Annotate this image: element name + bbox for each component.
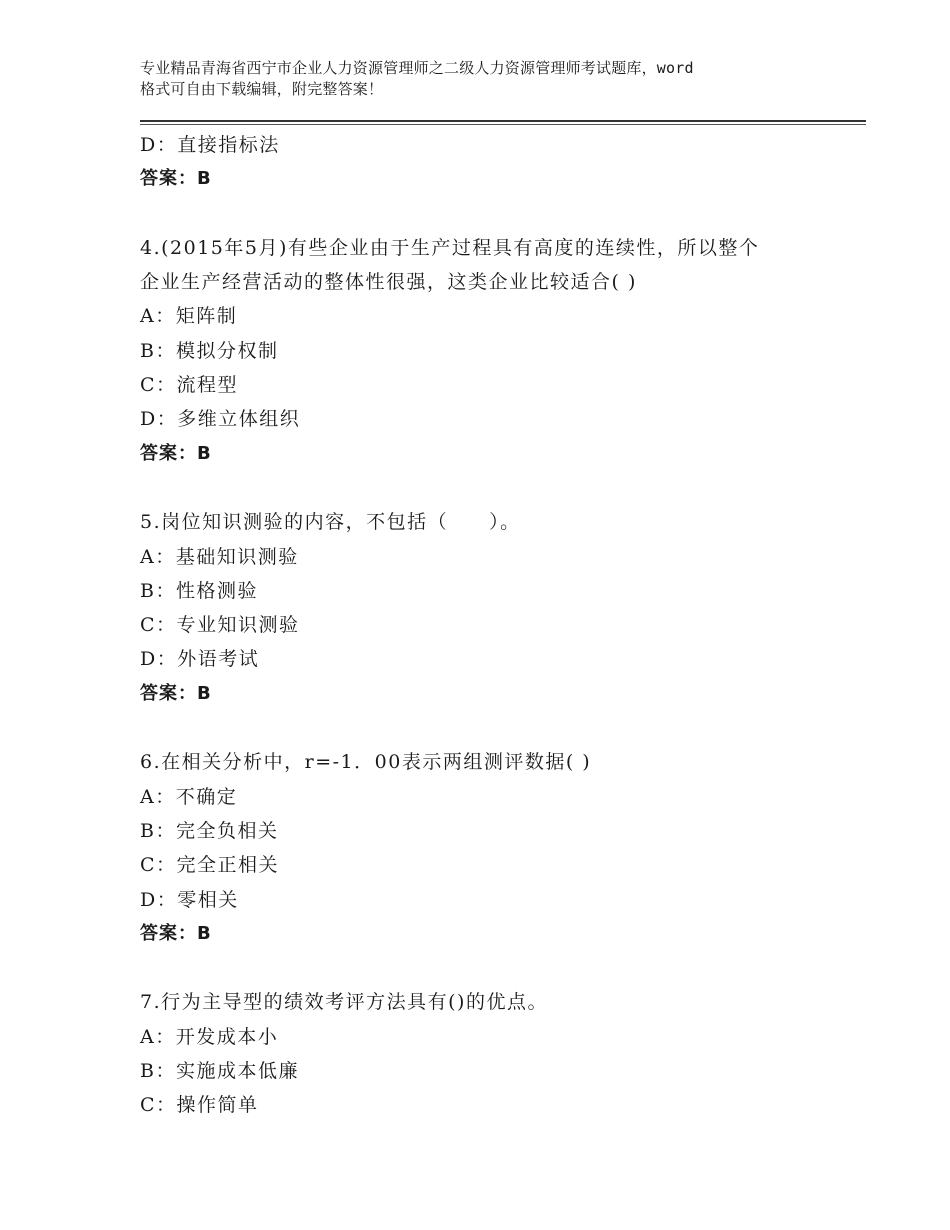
q3-option-d: D：直接指标法	[140, 134, 280, 156]
q5-option-d: D：外语考试	[140, 648, 260, 671]
q4-answer: 答案：B	[140, 442, 212, 464]
spacer	[140, 471, 840, 505]
header-divider-thick	[140, 120, 866, 122]
question-4	[140, 231, 840, 471]
header-divider-thin	[140, 124, 866, 125]
header-title-line-2: 格式可自由下载编辑，附完整答案！	[140, 80, 384, 98]
q4-option-b: B：模拟分权制	[140, 339, 279, 362]
q4-option-c: C：流程型	[140, 374, 239, 397]
header-title-line-1: 专业精品青海省西宁市企业人力资源管理师之二级人力资源管理师考试题库，word	[140, 59, 694, 77]
q4-stem-line-2: 企业生产经营活动的整体性很强，这类企业比较适合( )	[140, 271, 637, 294]
document-header	[140, 58, 840, 100]
spacer	[140, 197, 840, 231]
q6-answer: 答案：B	[140, 922, 212, 944]
q5-answer: 答案：B	[140, 682, 212, 704]
q5-option-c: C：专业知识测验	[140, 614, 300, 637]
q6-option-a: A：不确定	[140, 785, 238, 808]
q7-option-b: B：实施成本低廉	[140, 1060, 299, 1083]
question-content	[140, 128, 840, 1123]
q6-option-b: B：完全负相关	[140, 819, 279, 842]
q7-option-c: C：操作简单	[140, 1094, 259, 1117]
q4-option-a: A：矩阵制	[140, 305, 238, 328]
q3-answer: 答案：B	[140, 168, 212, 190]
spacer	[140, 711, 840, 745]
q6-stem-line-1: 6.在相关分析中，r=-1．00表示两组测评数据( )	[140, 751, 592, 774]
q5-stem-line-1: 5.岗位知识测验的内容，不包括（ ）。	[140, 511, 521, 534]
q6-option-d: D：零相关	[140, 888, 239, 911]
spacer	[140, 951, 840, 985]
q5-option-a: A：基础知识测验	[140, 545, 299, 568]
question-5	[140, 505, 840, 711]
q5-option-b: B：性格测验	[140, 579, 258, 602]
q7-option-a: A：开发成本小	[140, 1025, 279, 1048]
q4-stem-line-1: 4.(2015年5月)有些企业由于生产过程具有高度的连续性，所以整个	[140, 236, 760, 259]
q4-option-d: D：多维立体组织	[140, 408, 301, 431]
question-6	[140, 745, 840, 951]
question-7	[140, 985, 840, 1122]
q7-stem-line-1: 7.行为主导型的绩效考评方法具有()的优点。	[140, 991, 548, 1014]
q6-option-c: C：完全正相关	[140, 854, 280, 877]
